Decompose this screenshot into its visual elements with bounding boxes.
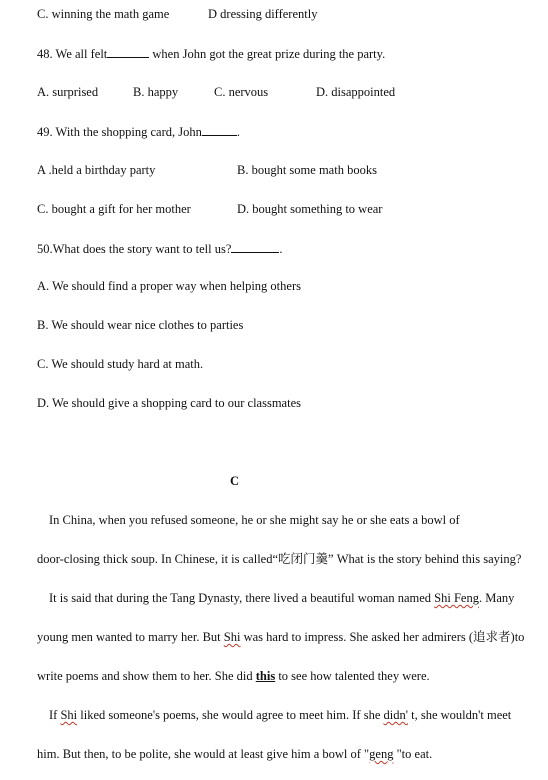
passage-p3-line2 xyxy=(37,746,432,762)
passage-text: t, she wouldn't meet xyxy=(411,708,512,722)
passage-text: It is said that during the Tang Dynasty, there lived a beautiful woman named xyxy=(49,591,432,605)
passage-text: him. But then, to be polite, she would at least give him a bowl of " xyxy=(37,747,370,761)
q48-stem-end: when John got the great prize during the party. xyxy=(152,47,386,61)
word-didnt: didn' xyxy=(383,708,408,722)
emphasized-word-this: this xyxy=(255,669,276,683)
q50-answer-blank xyxy=(231,240,279,253)
q48-answer-blank xyxy=(107,45,149,58)
passage-text: . Many xyxy=(478,591,515,605)
q48-option-c: C. nervous xyxy=(214,85,269,99)
passage-text: young men wanted to marry her. But xyxy=(37,630,221,644)
q50-option-c: C. We should study hard at math. xyxy=(37,357,204,371)
passage-text: write poems and show them to her. She did xyxy=(37,669,253,683)
passage-text: liked someone's poems, she would agree to meet him. If she xyxy=(80,708,381,722)
q47-option-c: C. winning the math game xyxy=(37,7,170,21)
q49-stem-tail: . xyxy=(236,125,240,139)
q49-stem-text: 49. With the shopping card, John xyxy=(37,125,202,139)
q49-option-d: D. bought something to wear xyxy=(237,202,383,216)
q50-stem-tail: . xyxy=(279,242,283,256)
passage-p3-line1 xyxy=(49,707,511,723)
q48-option-d: D. disappointed xyxy=(316,85,396,99)
q48-option-b: B. happy xyxy=(133,85,179,99)
q49-answer-blank xyxy=(202,123,237,136)
name-shi: Shi xyxy=(60,708,78,722)
q49-option-a: A .held a birthday party xyxy=(37,163,156,177)
q50-stem xyxy=(37,240,283,257)
q48-stem xyxy=(37,45,385,62)
name-shi-feng: Shi Feng xyxy=(434,591,479,605)
section-c-heading: C xyxy=(230,474,240,488)
passage-text: to see how talented they were. xyxy=(278,669,430,683)
q48-stem-start: 48. We all felt xyxy=(37,47,108,61)
word-geng: geng xyxy=(369,747,394,761)
name-shi: Shi xyxy=(223,630,241,644)
q49-option-c: C. bought a gift for her mother xyxy=(37,202,191,216)
passage-text: was hard to impress. She asked her admirers (追求者)to xyxy=(243,630,525,644)
passage-p1-line1: In China, when you refused someone, he or she might say he or she eats a bowl of xyxy=(49,513,460,527)
q49-stem xyxy=(37,123,240,140)
q49-option-b: B. bought some math books xyxy=(237,163,377,177)
q50-option-b: B. We should wear nice clothes to parties xyxy=(37,318,244,332)
q47-option-d: D dressing differently xyxy=(208,7,318,21)
passage-p2-line1 xyxy=(49,590,514,606)
passage-text: "to eat. xyxy=(393,747,433,761)
passage-text: If xyxy=(49,708,58,722)
passage-p2-line2 xyxy=(37,629,524,645)
q50-option-d: D. We should give a shopping card to our classmates xyxy=(37,396,301,410)
passage-p1-line2: door-closing thick soup. In Chinese, it is called“吃闭门羹” What is the story behind this saying? xyxy=(37,552,522,566)
passage-p2-line3 xyxy=(37,668,430,684)
q50-stem-text: 50.What does the story want to tell us? xyxy=(37,242,232,256)
q48-option-a: A. surprised xyxy=(37,85,99,99)
q50-option-a: A. We should find a proper way when helping others xyxy=(37,279,301,293)
